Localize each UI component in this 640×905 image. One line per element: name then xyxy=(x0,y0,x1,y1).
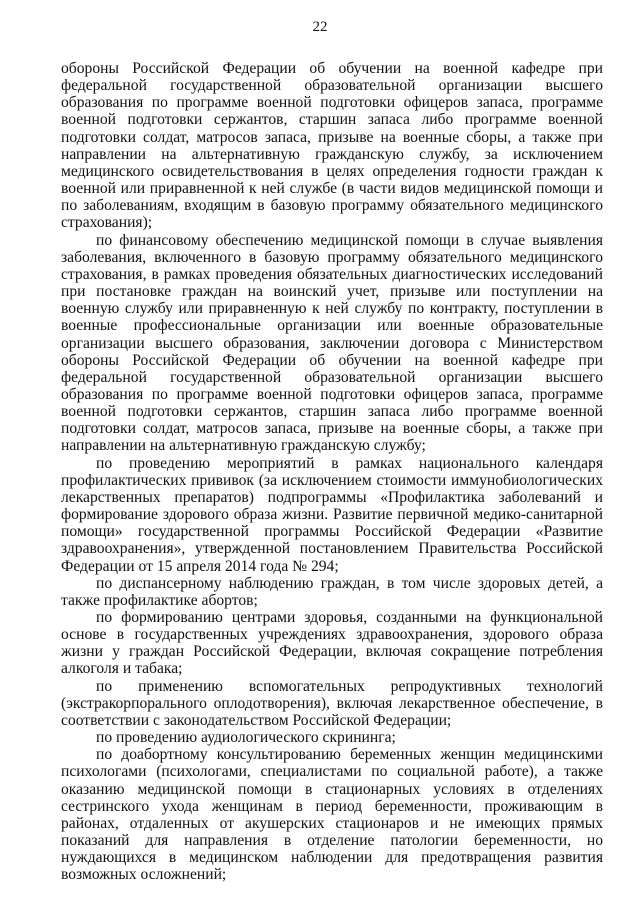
paragraph-dispensary-observation: по диспансерному наблюдению граждан, в том числе здоровых детей, а также профилактике абортов; xyxy=(61,574,603,609)
paragraph-audiological-screening: по проведению аудиологического скрининга; xyxy=(96,729,396,747)
paragraph-reproductive-technologies: по применению вспомогательных репродуктивных технологий (экстракорпорального оплодотворения), включая лекарственное обеспечение, в соответствии с законодательством Российской Федерации; xyxy=(61,677,603,729)
document-body xyxy=(61,60,603,884)
paragraph-financial-support: по финансовому обеспечению медицинской помощи в случае выявления заболевания, включенного в базовую программу обязательного медицинского страхования, в рамках проведения обязательных диагностических исследований при постановке граждан на воинский учет, призыве или поступлении на военную службу или приравненную к ней службу по контракту, поступлении в военные профессиональные организации или военные образовательные организации высшего образования, заключении договора с Министерством обороны Российской Федерации об обучении на военной кафедре при федеральной государственной образовательной организации высшего образования по программе военной подготовки офицеров запаса, программе военной подготовки сержантов, старшин запаса либо программе военной подготовки солдат, матросов запаса, призыве на военные сборы, а также при направлении на альтернативную гражданскую службу; xyxy=(61,231,603,455)
paragraph-continuation: обороны Российской Федерации об обучении на военной кафедре при федеральной государственной образовательной организации высшего образования по программе военной подготовки офицеров запаса, программе военной подготовки сержантов, старшин запаса либо программе военной подготовки солдат, матросов запаса, призыве на военные сборы, а также при направлении на альтернативную гражданскую службу, за исключением медицинского освидетельствования в целях определения годности граждан к военной или приравненной к ней службе (в части видов медицинской помощи и по заболеваниям, входящим в базовую программу обязательного медицинского страхования); xyxy=(61,60,603,232)
paragraph-pre-abortion-counseling: по доабортному консультированию беременных женщин медицинскими психологами (психологами, специалистами по социальной работе), а также оказанию медицинской помощи в стационарных условиях в отделениях сестринского ухода женщинам в период беременности, проживающим в районах, отдаленных от акушерских стационаров и не имеющих прямых показаний для направления в отделение патологии беременности, но нуждающихся в медицинском наблюдении для предотвращения развития возможных осложнений; xyxy=(61,746,603,884)
page-number: 22 xyxy=(312,19,328,35)
paragraph-vaccination-calendar: по проведению мероприятий в рамках национального календаря профилактических прививок (за исключением стоимости иммунобиологических лекарственных препаратов) подпрограммы «Профилактика заболеваний и формирование здорового образа жизни. Развитие первичной медико-санитарной помощи» государственной программы Российской Федерации «Развитие здравоохранения», утвержденной постановлением Правительства Российской Федерации от 15 апреля 2014 года № 294; xyxy=(61,454,603,575)
paragraph-health-centers: по формированию центрами здоровья, созданными на функциональной основе в государственных учреждениях здравоохранения, здорового образа жизни у граждан Российской Федерации, включая сокращение потребления алкоголя и табака; xyxy=(61,609,603,678)
